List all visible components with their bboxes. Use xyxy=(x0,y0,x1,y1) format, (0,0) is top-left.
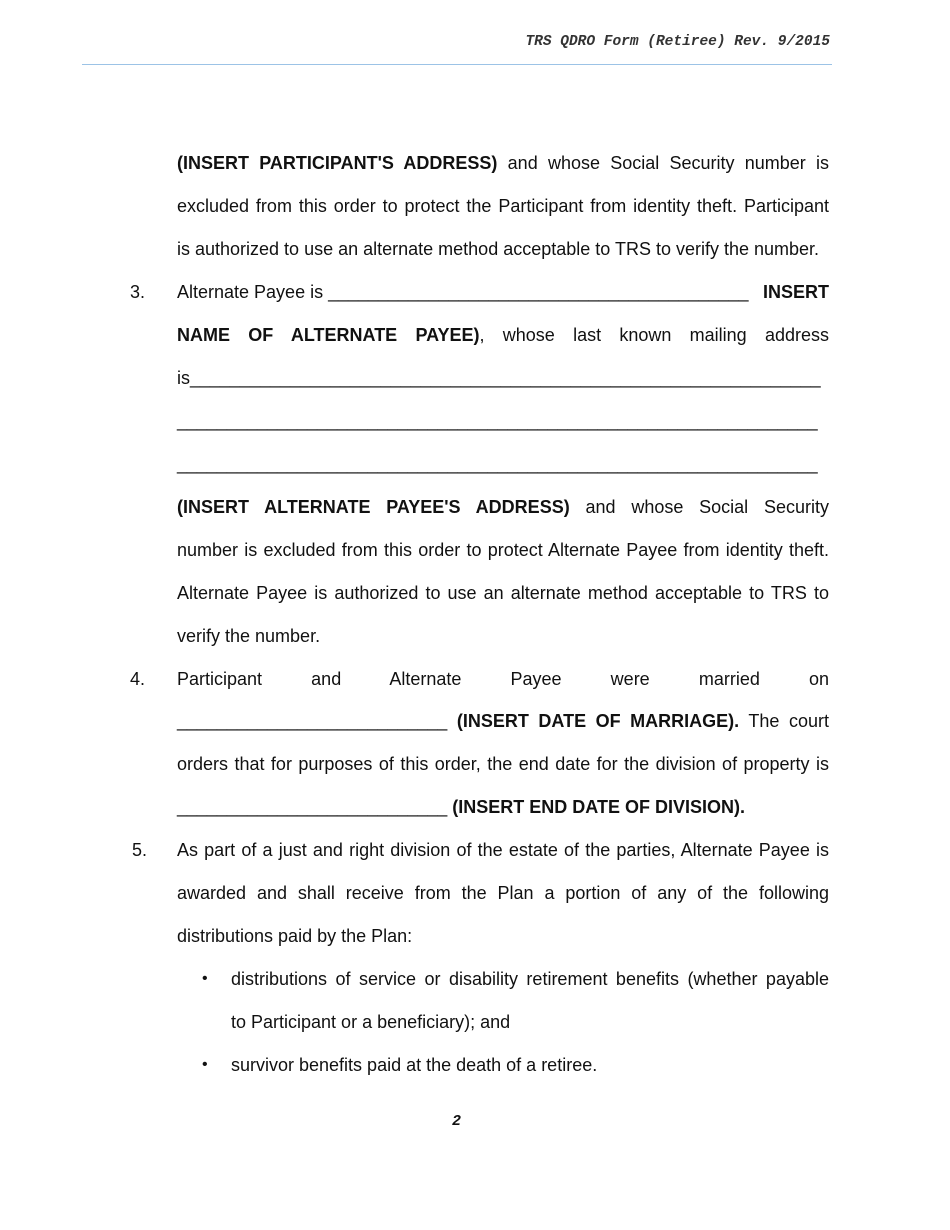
text-span: The court xyxy=(739,711,830,731)
date-of-marriage-blank: ___________________________ xyxy=(177,711,457,731)
paragraph-line: As part of a just and right division of the estate of the parties, Alternate Payee is xyxy=(177,840,829,860)
paragraph-line: awarded and shall receive from the Plan a portion of any of the following xyxy=(177,883,829,903)
blank-line: ________________________________________________________________ xyxy=(177,454,818,474)
paragraph-line xyxy=(177,794,829,820)
paragraph-line xyxy=(177,494,829,520)
item-number-5: 5. xyxy=(132,840,148,860)
paragraph-line xyxy=(177,279,829,305)
paragraph-line: excluded from this order to protect the Participant from identity theft. Participant xyxy=(177,196,829,216)
bullet-line: distributions of service or disability retirement benefits (whether payable xyxy=(231,969,829,989)
paragraph-line xyxy=(177,322,829,348)
bullet-marker: • xyxy=(202,1056,208,1073)
bullet-marker: • xyxy=(202,970,208,987)
placeholder-end-date-of-division: (INSERT END DATE OF DIVISION). xyxy=(452,797,745,817)
paragraph-line xyxy=(177,708,829,734)
bullet-line: to Participant or a beneficiary); and xyxy=(231,1012,511,1032)
bullet-line: survivor benefits paid at the death of a retiree. xyxy=(231,1055,598,1075)
paragraph-line xyxy=(177,150,829,176)
document-header: TRS QDRO Form (Retiree) Rev. 9/2015 xyxy=(525,34,830,50)
paragraph-line: number is excluded from this order to protect Alternate Payee from identity theft. xyxy=(177,540,829,560)
text-span: and whose Social Security xyxy=(569,497,829,517)
header-divider xyxy=(82,64,832,65)
paragraph-line: is authorized to use an alternate method acceptable to TRS to verify the number. xyxy=(177,239,820,259)
placeholder-alternate-payee-name: NAME OF ALTERNATE PAYEE) xyxy=(177,325,480,345)
alternate-payee-address-blank: is_______________________________________________________________ xyxy=(177,368,821,388)
end-date-blank: ___________________________ xyxy=(177,797,453,817)
text-span: Alternate Payee is __________________________________________ xyxy=(177,282,749,302)
text-span: , whose last known mailing address xyxy=(479,325,829,345)
paragraph-line: distributions paid by the Plan: xyxy=(177,926,413,946)
paragraph-line: orders that for purposes of this order, the end date for the division of property is xyxy=(177,754,829,774)
item-number-4: 4. xyxy=(130,669,146,689)
paragraph-line: Alternate Payee is authorized to use an alternate method acceptable to TRS to xyxy=(177,583,829,603)
paragraph-line: verify the number. xyxy=(177,626,321,646)
text-span: and whose Social Security number is xyxy=(497,153,829,173)
placeholder-date-of-marriage: (INSERT DATE OF MARRIAGE). xyxy=(456,711,740,731)
text-span: INSERT xyxy=(762,282,829,302)
blank-line: ________________________________________________________________ xyxy=(177,411,818,431)
placeholder-alternate-payee-address: (INSERT ALTERNATE PAYEE'S ADDRESS) xyxy=(177,497,570,517)
paragraph-line: Participant and Alternate Payee were married on xyxy=(177,669,829,689)
item-number-3: 3. xyxy=(130,282,146,302)
page-number: 2 xyxy=(451,1113,461,1130)
placeholder-participant-address: (INSERT PARTICIPANT'S ADDRESS) xyxy=(177,153,498,173)
